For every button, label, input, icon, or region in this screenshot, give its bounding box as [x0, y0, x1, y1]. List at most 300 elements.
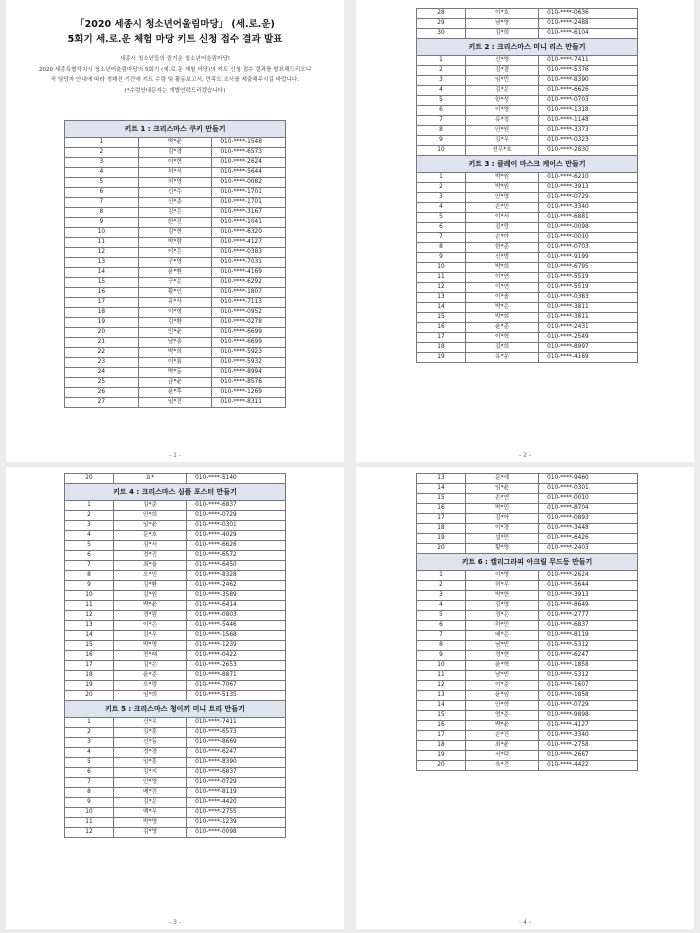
- row-number: 17: [417, 731, 466, 741]
- page-number: - 1 -: [169, 452, 181, 459]
- applicant-name: 신*범: [465, 253, 538, 263]
- applicant-name: 김*훈: [113, 728, 186, 738]
- row-number: 1: [417, 571, 466, 581]
- applicant-name: 이*연: [465, 273, 538, 283]
- applicant-name: 김*영: [465, 601, 538, 611]
- table-row: [65, 758, 286, 768]
- row-number: 19: [417, 353, 466, 363]
- phone-number: 010-****-5923: [212, 348, 286, 358]
- applicant-name: 최*율: [113, 561, 186, 571]
- phone-number: 010-****-6626: [187, 541, 286, 551]
- table-row: [417, 173, 638, 183]
- table-row: [65, 178, 286, 188]
- table-row: [65, 808, 286, 818]
- table-row: [65, 348, 286, 358]
- phone-number: 010-****-6626: [539, 86, 638, 96]
- row-number: 6: [65, 551, 114, 561]
- applicant-name: 안*원: [465, 126, 538, 136]
- phone-number: 010-****-1239: [187, 818, 286, 828]
- row-number: 15: [65, 278, 139, 288]
- table-row: [65, 768, 286, 778]
- phone-number: 010-****-1568: [187, 631, 286, 641]
- table-row: [417, 524, 638, 534]
- table-row: [65, 148, 286, 158]
- row-number: 16: [65, 651, 114, 661]
- applicant-name: 신*영: [465, 56, 538, 66]
- phone-number: 010-****-7067: [187, 681, 286, 691]
- table-row: [65, 308, 286, 318]
- row-number: 4: [417, 86, 466, 96]
- applicant-name: 경*림: [113, 611, 186, 621]
- table-row: [65, 288, 286, 298]
- applicant-name: 안*혁: [465, 701, 538, 711]
- table-row: [417, 621, 638, 631]
- applicant-name: 정*진: [113, 551, 186, 561]
- row-number: 1: [417, 173, 466, 183]
- applicant-name: 한*진: [138, 218, 212, 228]
- applicant-name: 윤*후: [138, 388, 212, 398]
- kit-header-row: [65, 701, 286, 718]
- row-number: 9: [65, 581, 114, 591]
- table-row: [417, 641, 638, 651]
- phone-number: 010-****-1041: [212, 218, 286, 228]
- kit-header: 키트 3 : 클레이 마스크 케이스 만들기: [417, 156, 638, 173]
- phone-number: 010-****-6247: [187, 748, 286, 758]
- row-number: 7: [65, 198, 139, 208]
- phone-number: 010-****-6292: [212, 278, 286, 288]
- table-row: [65, 158, 286, 168]
- table-row: [417, 581, 638, 591]
- table-row: [65, 631, 286, 641]
- phone-number: 010-****-0383: [539, 293, 638, 303]
- row-number: 21: [65, 338, 139, 348]
- applicant-name: 김*희: [465, 343, 538, 353]
- phone-number: 010-****-1548: [212, 138, 286, 148]
- table-row: [65, 168, 286, 178]
- table-row: [65, 641, 286, 651]
- table-row: [417, 183, 638, 193]
- phone-number: 010-****-0082: [212, 178, 286, 188]
- table-row: [417, 611, 638, 621]
- applicant-name: 손*진: [465, 731, 538, 741]
- row-number: 14: [417, 303, 466, 313]
- applicant-name: 임*훈: [113, 758, 186, 768]
- row-number: 14: [417, 701, 466, 711]
- applicant-name: 윤*임: [465, 691, 538, 701]
- kit-header-row: [417, 554, 638, 571]
- table-row: [417, 86, 638, 96]
- applicant-name: 윤*환: [138, 268, 212, 278]
- applicant-name: 문*호: [113, 531, 186, 541]
- table-row: [417, 263, 638, 273]
- applicant-name: 허*영: [138, 178, 212, 188]
- applicant-name: 김*환: [138, 318, 212, 328]
- phone-number: 010-****-2488: [539, 19, 638, 29]
- applicant-name: 배*은: [465, 631, 538, 641]
- row-number: 4: [417, 203, 466, 213]
- applicant-name: 김*환: [113, 581, 186, 591]
- table-row: [65, 691, 286, 701]
- row-number: 9: [417, 136, 466, 146]
- applicant-name: 김*은: [138, 208, 212, 218]
- row-number: 10: [65, 808, 114, 818]
- table-row: [65, 368, 286, 378]
- applicant-name: 임*진: [138, 398, 212, 408]
- row-number: 2: [417, 581, 466, 591]
- table-row: [417, 474, 638, 484]
- row-number: 28: [417, 9, 466, 19]
- table-row: [65, 541, 286, 551]
- table-row: [417, 731, 638, 741]
- row-number: 22: [65, 348, 139, 358]
- row-number: 8: [65, 571, 114, 581]
- phone-number: 010-****-6699: [212, 338, 286, 348]
- applicant-name: 박*명: [113, 641, 186, 651]
- row-number: 8: [417, 641, 466, 651]
- phone-number: 010-****-1239: [187, 641, 286, 651]
- phone-number: 010-****-6450: [187, 561, 286, 571]
- row-number: 2: [417, 183, 466, 193]
- phone-number: 010-****-1858: [539, 661, 638, 671]
- kit-header-row: [65, 484, 286, 501]
- applicant-name: 박*윤: [113, 601, 186, 611]
- table-row: [65, 798, 286, 808]
- row-number: 2: [65, 511, 114, 521]
- table-row: [65, 818, 286, 828]
- phone-number: 010-****-8119: [539, 631, 638, 641]
- table-row: [417, 243, 638, 253]
- table-row: [65, 328, 286, 338]
- applicant-name: 허*우: [465, 581, 538, 591]
- applicant-name: 엄*준: [465, 711, 538, 721]
- phone-number: 010-****-8649: [539, 601, 638, 611]
- applicant-name: 박*윤: [465, 721, 538, 731]
- table-row: [417, 353, 638, 363]
- row-number: 2: [65, 728, 114, 738]
- intro-line: 2020 세종특별자치시 청소년어울림마당의 5회기 (세.로.운 체험 마당)의 키트 신청 접수 결과를 발표해드리오니: [38, 66, 312, 73]
- table-row: [417, 591, 638, 601]
- table-row: [65, 474, 286, 484]
- phone-number: 010-****-1807: [212, 288, 286, 298]
- phone-number: 010-****-3811: [539, 303, 638, 313]
- phone-number: 010-****-5932: [212, 358, 286, 368]
- row-number: 11: [65, 601, 114, 611]
- row-number: 1: [65, 718, 114, 728]
- applicant-name: 한*성: [465, 96, 538, 106]
- phone-number: 010-****-8669: [187, 738, 286, 748]
- table-row: [65, 551, 286, 561]
- table-row: [417, 283, 638, 293]
- kit-header-row: [417, 39, 638, 56]
- applicant-name: 이*준: [465, 681, 538, 691]
- row-number: 7: [417, 116, 466, 126]
- phone-number: 010-****-0098: [187, 828, 286, 838]
- row-number: 3: [417, 591, 466, 601]
- row-number: 9: [417, 253, 466, 263]
- applicant-name: 박*람: [138, 238, 212, 248]
- phone-number: 010-****-6104: [539, 29, 638, 39]
- row-number: 15: [65, 641, 114, 651]
- table-row: [417, 711, 638, 721]
- table-row: [417, 571, 638, 581]
- row-number: 7: [417, 631, 466, 641]
- row-number: 6: [417, 223, 466, 233]
- phone-number: 010-****-4420: [187, 798, 286, 808]
- row-number: 11: [417, 273, 466, 283]
- row-number: 26: [65, 388, 139, 398]
- phone-number: 010-****-2758: [539, 741, 638, 751]
- row-number: 13: [417, 293, 466, 303]
- row-number: 17: [417, 514, 466, 524]
- intro-line: 꼭 담당자 안내에 따라 정해진 기간에 키트 수령 및 활동보고서, 만족도 조사를 제출해주시길 바랍니다.: [50, 77, 300, 83]
- phone-number: 010-****-3373: [539, 126, 638, 136]
- row-number: 17: [65, 661, 114, 671]
- applicant-name: 황*인: [138, 288, 212, 298]
- applicant-name: 신*수: [138, 188, 212, 198]
- phone-number: 010-****-7113: [212, 298, 286, 308]
- phone-number: 010-****-1318: [539, 106, 638, 116]
- table-row: [417, 671, 638, 681]
- table-row: [417, 233, 638, 243]
- applicant-name: 박*현: [465, 591, 538, 601]
- applicant-name: 금*윤: [138, 378, 212, 388]
- applicant-name: 김*은: [113, 798, 186, 808]
- phone-number: 010-****-8119: [187, 788, 286, 798]
- row-number: 5: [417, 96, 466, 106]
- table-row: [417, 514, 638, 524]
- table-row: [65, 738, 286, 748]
- kit-header: 키트 1 : 크리스마스 쿠키 만들기: [65, 121, 286, 138]
- applicant-name: 손*민: [465, 203, 538, 213]
- applicant-name: 남*송: [138, 338, 212, 348]
- table-row: [417, 9, 638, 19]
- applicant-name: 배*진: [113, 788, 186, 798]
- applicant-name: 손*연: [465, 494, 538, 504]
- table-row: [65, 621, 286, 631]
- table-row: [417, 193, 638, 203]
- phone-number: 010-****-5312: [539, 641, 638, 651]
- applicant-name: 박*원: [465, 183, 538, 193]
- table-row: [417, 601, 638, 611]
- applicant-name: 남*영: [465, 19, 538, 29]
- table-row: [417, 661, 638, 671]
- intro-line: (*수령안내문자는 개별연락드리겠습니다): [124, 87, 226, 94]
- applicant-name: 임*민: [465, 76, 538, 86]
- phone-number: 010-****-3340: [539, 203, 638, 213]
- phone-number: 010-****-0301: [187, 521, 286, 531]
- phone-number: 010-****-5135: [187, 691, 286, 701]
- row-number: 18: [417, 524, 466, 534]
- phone-number: 010-****-4127: [539, 721, 638, 731]
- applicant-name: 이*영: [465, 106, 538, 116]
- row-number: 29: [417, 19, 466, 29]
- row-number: 4: [65, 531, 114, 541]
- row-number: 6: [417, 621, 466, 631]
- table-row: [65, 531, 286, 541]
- table-row: [65, 671, 286, 681]
- phone-number: 010-****-0323: [539, 136, 638, 146]
- phone-number: 010-****-1858: [539, 691, 638, 701]
- applicant-name: 이*름: [138, 358, 212, 368]
- applicant-name: 윤*준: [113, 671, 186, 681]
- table-row: [417, 29, 638, 39]
- applicant-name: 박*민: [465, 504, 538, 514]
- row-number: 23: [65, 358, 139, 368]
- table-row: [417, 66, 638, 76]
- phone-number: 010-****-1701: [212, 198, 286, 208]
- phone-number: 010-****-6881: [539, 213, 638, 223]
- row-number: 10: [65, 591, 114, 601]
- table-row: [65, 318, 286, 328]
- applicant-name: 윤*혁: [465, 661, 538, 671]
- phone-number: 010-****-6210: [539, 173, 638, 183]
- phone-number: 010-****-0301: [539, 484, 638, 494]
- row-number: 13: [65, 621, 114, 631]
- applicant-name: 전*래: [113, 651, 186, 661]
- phone-number: 010-****-8328: [187, 571, 286, 581]
- row-number: 10: [417, 146, 466, 156]
- phone-number: 010-****-2667: [539, 751, 638, 761]
- document-subtitle: 5회기 세.로.운 체험 마당 키트 신청 접수 결과 발표: [67, 34, 283, 45]
- table-row: [65, 521, 286, 531]
- phone-number: 010-****-0803: [187, 611, 286, 621]
- table-row: [417, 136, 638, 146]
- phone-number: 010-****-0729: [539, 193, 638, 203]
- phone-number: 010-****-6795: [539, 263, 638, 273]
- table-row: [417, 323, 638, 333]
- applicant-name: 김*서: [113, 541, 186, 551]
- table-row: [417, 116, 638, 126]
- phone-number: 010-****-0422: [187, 651, 286, 661]
- row-number: 20: [65, 691, 114, 701]
- phone-number: 010-****-0010: [539, 233, 638, 243]
- row-number: 5: [417, 611, 466, 621]
- applicant-name: 이*혁: [465, 333, 538, 343]
- table-row: [417, 544, 638, 554]
- table-row: [65, 198, 286, 208]
- row-number: 7: [417, 233, 466, 243]
- intro-line: 세종시 청소년들의 즐거운 청소년어울림마당!: [119, 56, 231, 62]
- phone-number: 010-****-5140: [187, 474, 286, 484]
- page-number: - 3 -: [169, 919, 181, 926]
- table-row: [417, 76, 638, 86]
- kit-table: [64, 120, 286, 408]
- row-number: 8: [65, 208, 139, 218]
- applicant-name: 오*령: [113, 681, 186, 691]
- kit-header: 키트 6 : 캘리그라피 아크릴 무드등 만들기: [417, 554, 638, 571]
- table-row: [417, 146, 638, 156]
- phone-number: 010-****-3811: [539, 313, 638, 323]
- phone-number: 010-****-0383: [212, 248, 286, 258]
- phone-number: 010-****-8390: [187, 758, 286, 768]
- applicant-name: 박*은: [465, 303, 538, 313]
- phone-number: 010-****-6573: [187, 728, 286, 738]
- phone-number: 010-****-6837: [187, 501, 286, 511]
- table-row: [65, 238, 286, 248]
- applicant-name: 김*결: [465, 66, 538, 76]
- table-row: [417, 56, 638, 66]
- table-row: [417, 681, 638, 691]
- row-number: 5: [417, 213, 466, 223]
- table-row: [65, 298, 286, 308]
- phone-number: 010-****-3340: [539, 731, 638, 741]
- phone-number: 010-****-2755: [187, 808, 286, 818]
- row-number: 27: [65, 398, 139, 408]
- phone-number: 010-****-4029: [187, 531, 286, 541]
- phone-number: 010-****-4422: [539, 761, 638, 771]
- applicant-name: 안*영: [113, 778, 186, 788]
- table-row: [417, 293, 638, 303]
- phone-number: 010-****-6426: [539, 534, 638, 544]
- row-number: 16: [417, 504, 466, 514]
- row-number: 2: [417, 66, 466, 76]
- row-number: 12: [65, 828, 114, 838]
- phone-number: 010-****-2624: [539, 571, 638, 581]
- table-row: [65, 388, 286, 398]
- table-row: [417, 484, 638, 494]
- phone-number: 010-****-6837: [187, 768, 286, 778]
- table-row: [417, 343, 638, 353]
- row-number: 14: [65, 631, 114, 641]
- document-page-3: [6, 467, 344, 929]
- kit-header-row: [65, 121, 286, 138]
- applicant-name: 효*: [113, 474, 186, 484]
- row-number: 19: [65, 318, 139, 328]
- table-row: [65, 778, 286, 788]
- applicant-name: 정*경: [113, 748, 186, 758]
- applicant-name: 박*동: [138, 368, 212, 378]
- document-page-2: [356, 0, 694, 462]
- row-number: 1: [65, 501, 114, 511]
- table-row: [417, 213, 638, 223]
- table-row: [417, 253, 638, 263]
- row-number: 10: [417, 263, 466, 273]
- kit-header: 키트 4 : 크리스마스 심플 포스터 만들기: [65, 484, 286, 501]
- table-row: [65, 661, 286, 671]
- phone-number: 010-****-0098: [539, 223, 638, 233]
- applicant-name: 박*윤: [138, 138, 212, 148]
- phone-number: 010-****-0278: [212, 318, 286, 328]
- table-row: [65, 651, 286, 661]
- phone-number: 010-****-1148: [539, 116, 638, 126]
- row-number: 4: [65, 748, 114, 758]
- row-number: 18: [417, 343, 466, 353]
- applicant-name: 유*운: [465, 353, 538, 363]
- phone-number: 010-****-2653: [187, 661, 286, 671]
- applicant-name: 문*예: [465, 474, 538, 484]
- phone-number: 010-****-3167: [212, 208, 286, 218]
- phone-number: 010-****-8997: [539, 343, 638, 353]
- row-number: 1: [65, 138, 139, 148]
- row-number: 18: [65, 671, 114, 681]
- phone-number: 010-****-1269: [212, 388, 286, 398]
- table-row: [65, 611, 286, 621]
- applicant-name: 백*우: [113, 808, 186, 818]
- row-number: 8: [65, 788, 114, 798]
- applicant-name: 이*솔: [465, 293, 538, 303]
- table-row: [417, 223, 638, 233]
- intro-text: [28, 54, 322, 96]
- phone-number: 010-****-5312: [539, 671, 638, 681]
- phone-number: 010-****-9199: [539, 253, 638, 263]
- applicant-name: 김*영: [113, 828, 186, 838]
- phone-number: 010-****-1701: [212, 188, 286, 198]
- table-row: [65, 591, 286, 601]
- table-row: [417, 333, 638, 343]
- table-row: [417, 19, 638, 29]
- table-row: [417, 494, 638, 504]
- row-number: 13: [417, 691, 466, 701]
